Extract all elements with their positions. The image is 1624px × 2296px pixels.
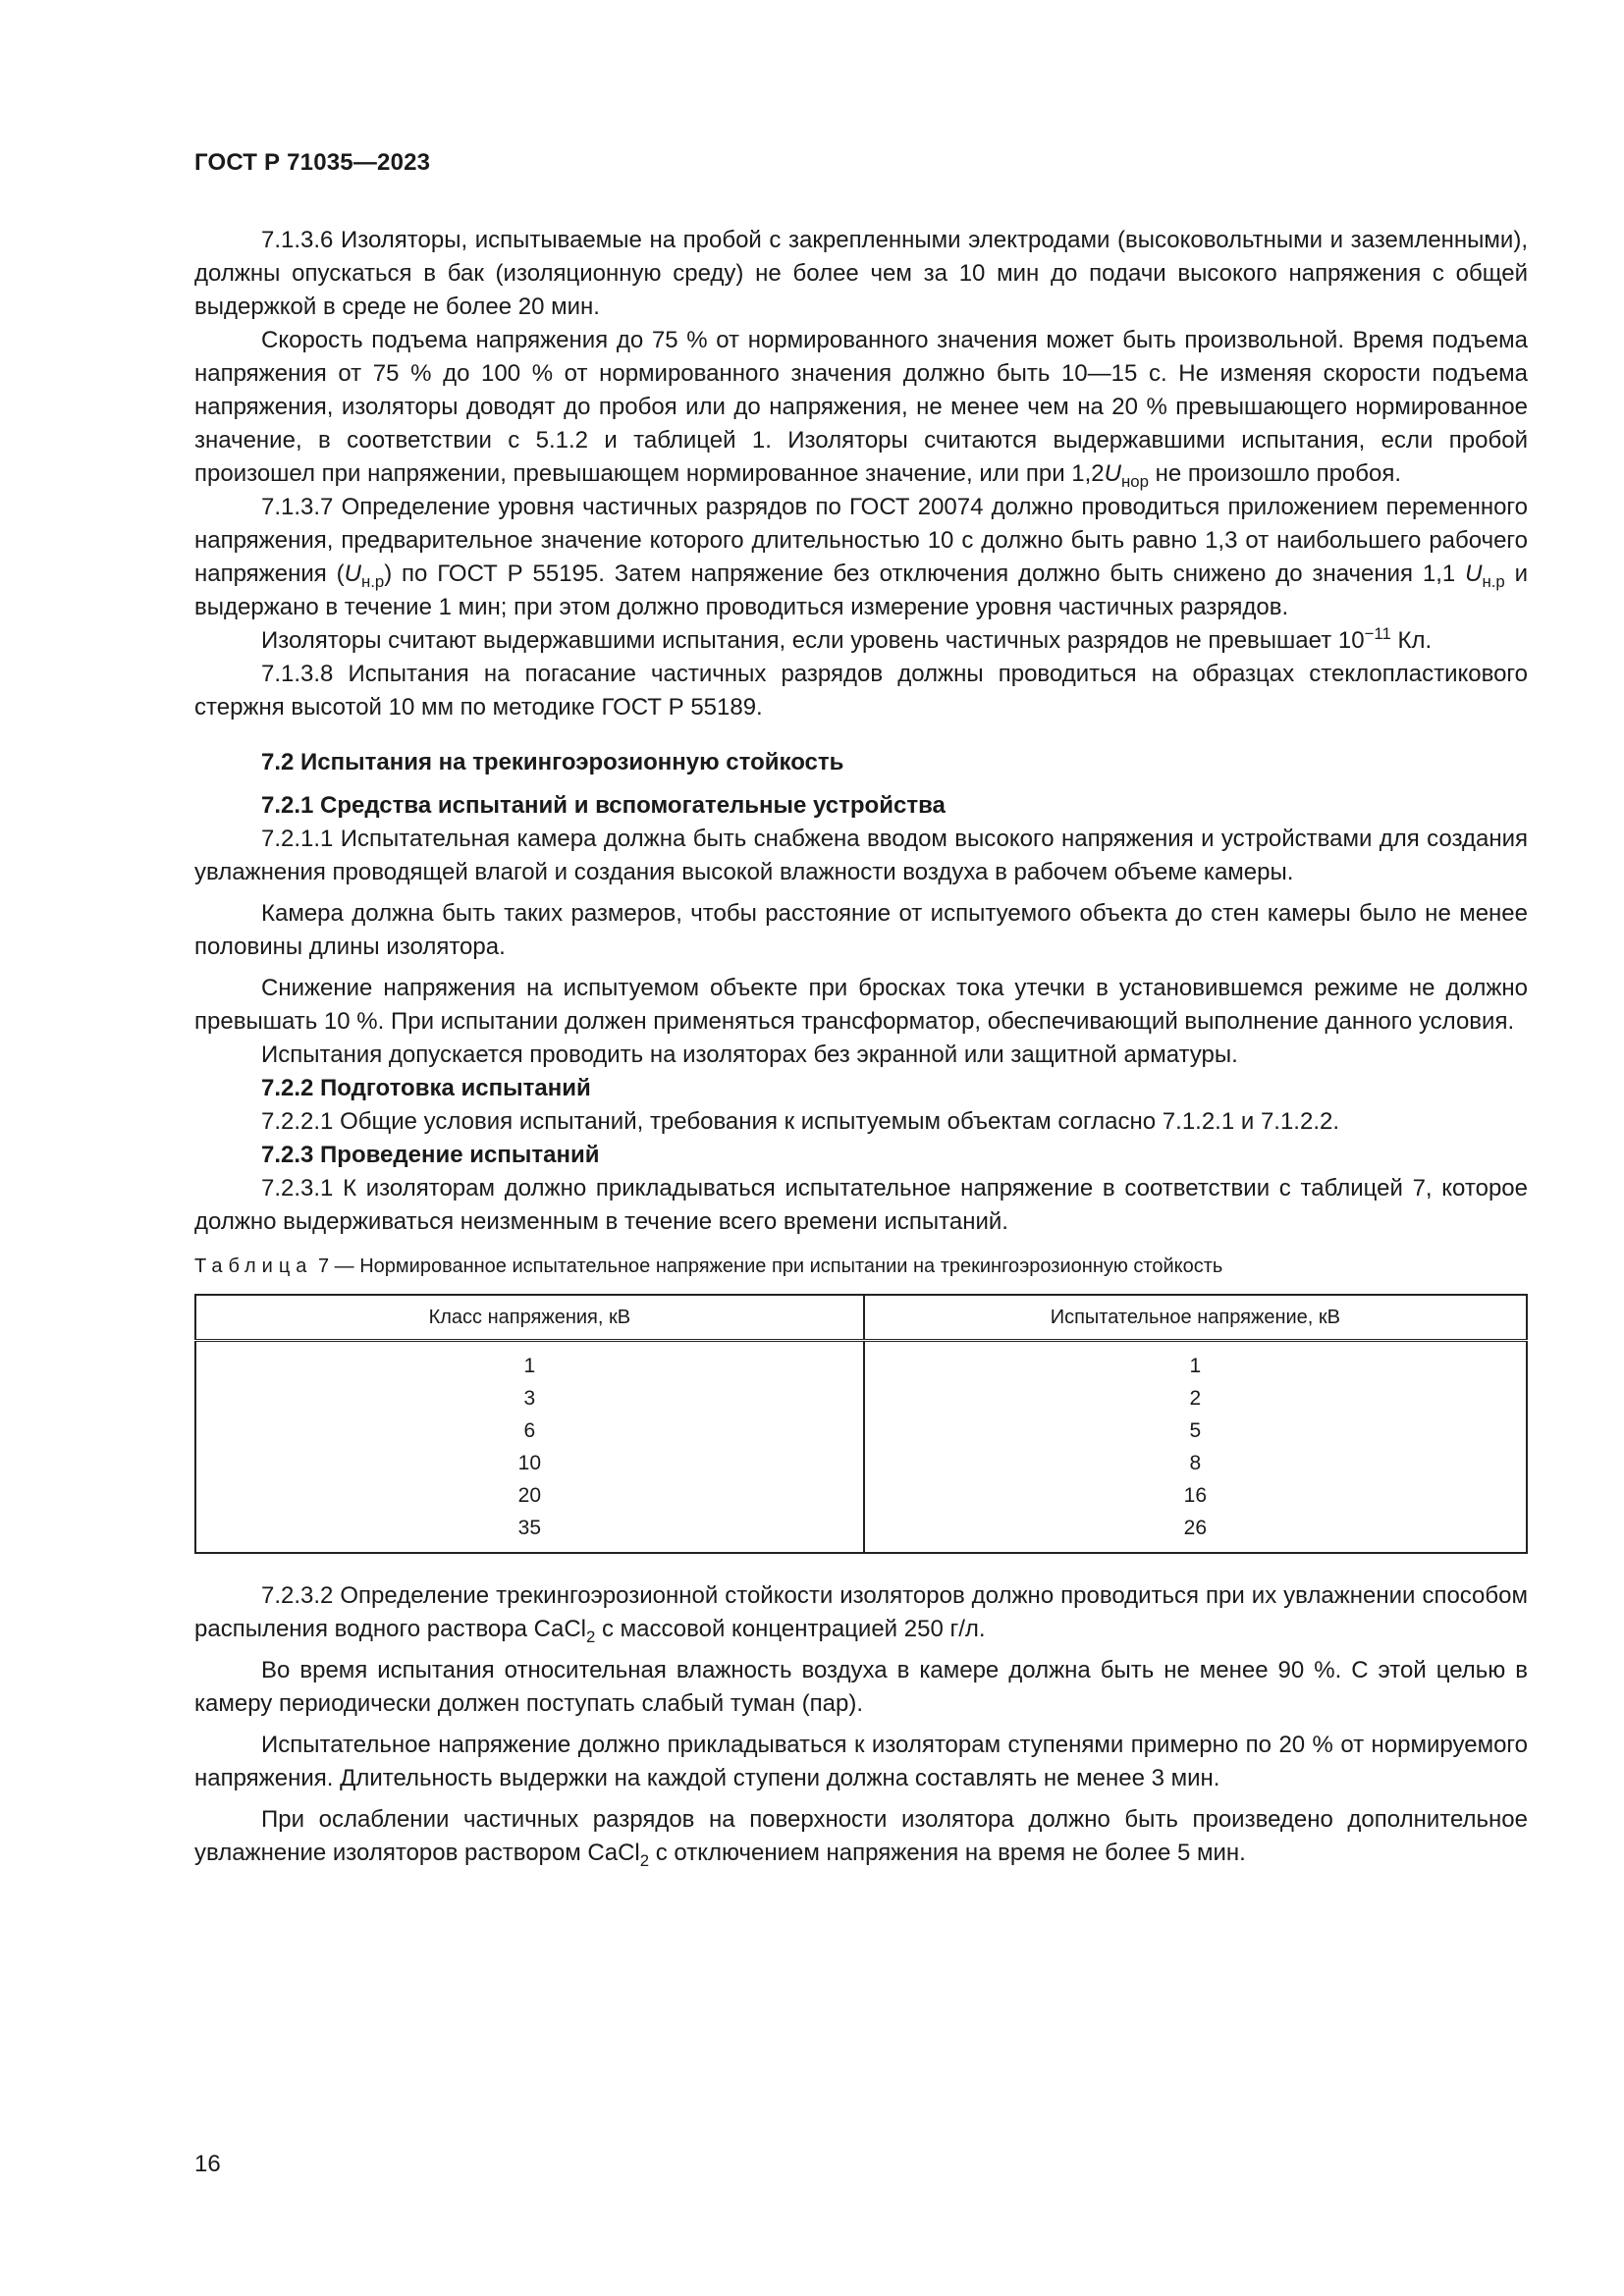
column-header-test-voltage: Испытательное напряжение, кВ [864,1295,1527,1341]
table-cell: 1 [195,1341,864,1383]
paragraph-7-1-3-7: 7.1.3.7 Определение уровня частичных разрядов по ГОСТ 20074 должно проводиться приложением переменного напряжения, предварительное значение которого длительностью 10 с должно быть равно 1,3 от наибольшего рабочего напряжения $(U_{н.р})$ по ГОСТ Р 55195. Затем напряжение без отключения должно быть снижено до значения 1,1 $U_{н.р}$ и выдержано в течение 1 мин; при этом должно проводиться измерение уровня частичных разрядов. [194,494,1529,620]
section-heading-7-2-1: 7.2.1 Средства испытаний и вспомогательные устройства [261,792,946,819]
table-cell: 6 [195,1415,864,1447]
table-cell: 10 [195,1447,864,1479]
table-row [195,1479,1527,1512]
paragraph-7-1-3-6: 7.1.3.6 Изоляторы, испытываемые на пробой с закрепленными электродами (высоковольтными и заземленными), должны опускаться в бак (изоляционную среду) не более чем за 10 мин до подачи высокого напряжения с общей выдержкой в среде не более 20 мин. [194,227,1528,320]
document-body [194,224,1528,1870]
paragraph-7-1-3-8: 7.1.3.8 Испытания на погасание частичных разрядов должны проводиться на образцах стеклопластикового стержня высотой 10 мм по методике ГОСТ Р 55189. [194,661,1528,721]
section-heading-7-2-3: 7.2.3 Проведение испытаний [261,1142,600,1168]
paragraph-humidity: Во время испытания относительная влажность воздуха в камере должна быть не менее 90 %. С этой целью в камеру периодически должен поступать слабый туман (пар). [194,1657,1528,1717]
document-header: ГОСТ Р 71035—2023 [194,149,431,176]
column-header-voltage-class: Класс напряжения, кВ [195,1295,864,1341]
table-row [195,1512,1527,1553]
table-cell: 26 [864,1512,1527,1553]
section-heading-7-2-2: 7.2.2 Подготовка испытаний [261,1075,591,1101]
paragraph-chamber-size: Камера должна быть таких размеров, чтобы расстояние от испытуемого объекта до стен камеры было не менее половины длины изолятора. [194,900,1528,960]
paragraph-voltage-drop: Снижение напряжения на испытуемом объекте при бросках тока утечки в установившемся режиме не должно превышать 10 %. При испытании должен применяться трансформатор, обеспечивающий выполнение данного условия. [194,975,1528,1035]
paragraph-7-2-2-1: 7.2.2.1 Общие условия испытаний, требования к испытуемым объектам согласно 7.1.2.1 и 7.1.2.2. [261,1108,1339,1135]
paragraph-voltage-steps: Испытательное напряжение должно прикладываться к изоляторам ступенями примерно по 20 % от нормируемого напряжения. Длительность выдержки на каждой ступени должна составлять не менее 3 мин. [194,1732,1528,1791]
table-cell: 3 [195,1382,864,1415]
paragraph-voltage-rise-speed: Скорость подъема напряжения до 75 % от нормированного значения может быть произвольной. Время подъема напряжения от 75 % до 100 % от нормированного значения должно быть 10—15 с. Не изменяя скорости подъема напряжения, изоляторы доводят до пробоя или до напряжения, не менее чем на 20 % превышающего нормированное значение, в соответствии с 5.1.2 и таблицей 1. Изоляторы считаются выдержавшими испытания, если пробой произошел при напряжении, превышающем нормированное значение, или при $1,2U_{нор}$ не произошло пробоя. [194,327,1528,491]
table-cell: 1 [864,1341,1527,1383]
table-cell: 2 [864,1382,1527,1415]
page-number: 16 [194,2151,221,2177]
table-cell: 35 [195,1512,864,1553]
table-row [195,1415,1527,1447]
paragraph-passed-criteria: Изоляторы считают выдержавшими испытания, если уровень частичных разрядов не превышает $10^{-11}$ Кл. [261,624,1433,654]
table-cell: 16 [864,1479,1527,1512]
table-row [195,1341,1527,1383]
table-row [195,1382,1527,1415]
table-cell: 5 [864,1415,1527,1447]
table-cell: 8 [864,1447,1527,1479]
paragraph-discharge-weakening: При ослаблении частичных разрядов на поверхности изолятора должно быть произведено дополнительное увлажнение изоляторов раствором CaCl$_2$ с отключением напряжения на время не более 5 мин. [194,1806,1528,1870]
paragraph-7-2-3-2: 7.2.3.2 Определение трекингоэрозионной стойкости изоляторов должно проводиться при их увлажнении способом распыления водного раствора CaCl$_2$ с массовой концентрацией 250 г/л. [194,1582,1528,1646]
table-row [195,1447,1527,1479]
table-caption: Таблица 7 — Нормированное испытательное напряжение при испытании на трекингоэрозионную стойкость [194,1255,1223,1277]
paragraph-tests-allowed: Испытания допускается проводить на изоляторах без экранной или защитной арматуры. [261,1041,1238,1068]
section-heading-7-2: 7.2 Испытания на трекингоэрозионную стойкость [261,749,844,775]
table-cell: 20 [195,1479,864,1512]
table-header-row [195,1295,1527,1341]
voltage-table [194,1294,1528,1554]
paragraph-7-2-1-1: 7.2.1.1 Испытательная камера должна быть снабжена вводом высокого напряжения и устройствами для создания увлажнения проводящей влагой и создания высокой влажности воздуха в рабочем объеме камеры. [194,826,1528,885]
paragraph-7-2-3-1: 7.2.3.1 К изоляторам должно прикладываться испытательное напряжение в соответствии с таблицей 7, которое должно выдерживаться неизменным в течение всего времени испытаний. [194,1175,1528,1235]
